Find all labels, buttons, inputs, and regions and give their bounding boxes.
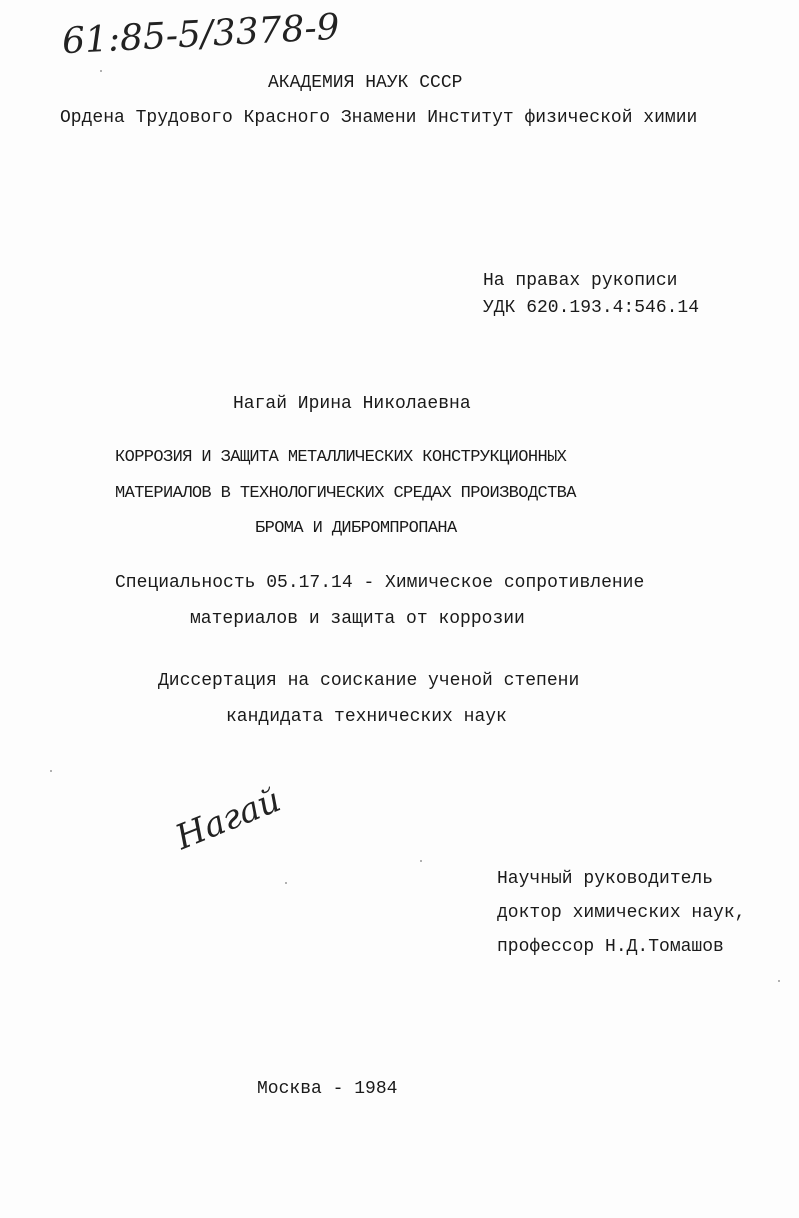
title-line: БРОМА И ДИБРОМПРОПАНА bbox=[255, 519, 457, 538]
udc-code: УДК 620.193.4:546.14 bbox=[483, 298, 700, 318]
degree-line: Диссертация на соискание ученой степени bbox=[158, 671, 580, 691]
organization: АКАДЕМИЯ НАУК СССР bbox=[268, 73, 463, 93]
author-name: Нагай Ирина Николаевна bbox=[233, 394, 471, 414]
specialty-line: материалов и защита от коррозии bbox=[190, 609, 525, 629]
scan-speck bbox=[778, 980, 780, 982]
place-year: Москва - 1984 bbox=[257, 1079, 398, 1099]
title-line: КОРРОЗИЯ И ЗАЩИТА МЕТАЛЛИЧЕСКИХ КОНСТРУКЦИОННЫХ bbox=[115, 448, 567, 467]
scan-speck bbox=[50, 770, 52, 772]
scan-speck bbox=[285, 882, 287, 884]
rights-note: На правах рукописи bbox=[483, 271, 678, 291]
supervisor-line: Научный руководитель bbox=[497, 869, 714, 889]
degree-line: кандидата технических наук bbox=[226, 707, 507, 727]
supervisor-line: доктор химических наук, bbox=[497, 903, 746, 923]
handwritten-archive-code: 61:85-5/3378-9 bbox=[61, 6, 341, 63]
institute: Ордена Трудового Красного Знамени Институт физической химии bbox=[60, 108, 698, 128]
scan-speck bbox=[420, 860, 422, 862]
title-line: МАТЕРИАЛОВ В ТЕХНОЛОГИЧЕСКИХ СРЕДАХ ПРОИЗВОДСТВА bbox=[115, 484, 576, 503]
handwritten-signature: Нагай bbox=[170, 779, 287, 858]
scan-speck bbox=[100, 70, 102, 72]
supervisor-line: профессор Н.Д.Томашов bbox=[497, 937, 724, 957]
specialty-line: Специальность 05.17.14 - Химическое сопротивление bbox=[115, 573, 645, 593]
